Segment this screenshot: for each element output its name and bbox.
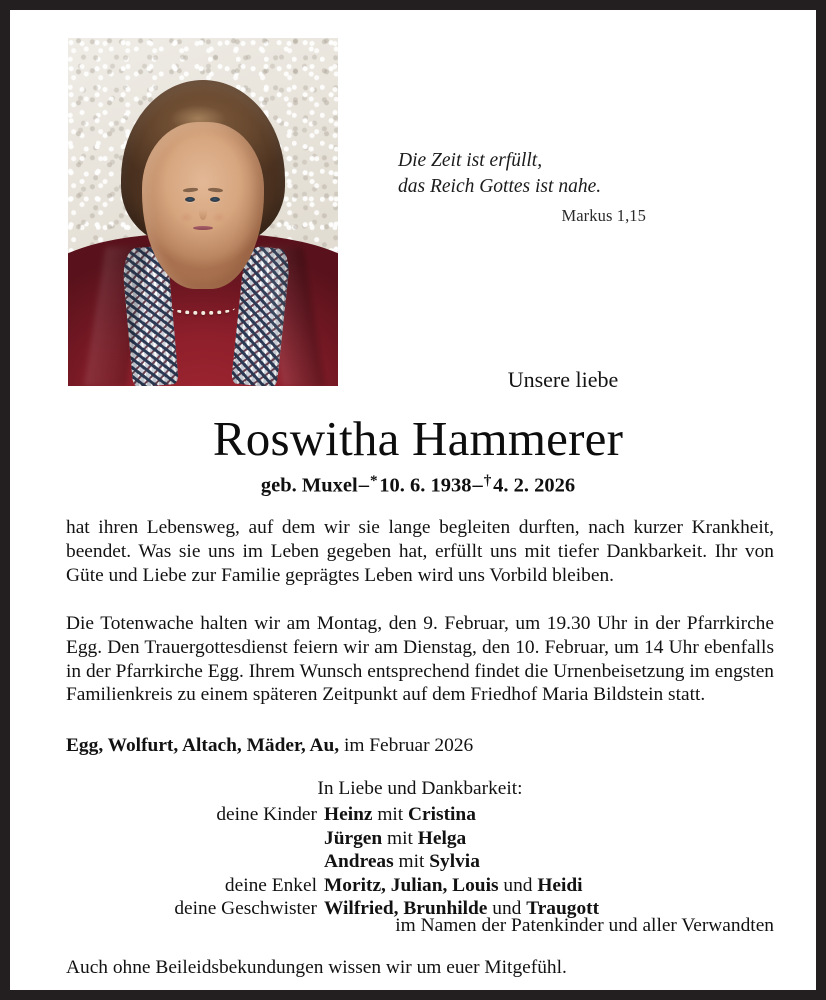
dash-birth: – <box>358 474 369 497</box>
intro-line: Unsere liebe <box>507 367 619 392</box>
death-symbol: † <box>483 472 492 489</box>
deceased-name: Roswitha Hammerer <box>212 411 624 466</box>
survivor-row <box>66 850 774 874</box>
survivor-names: Andreas mit Sylvia <box>324 851 480 873</box>
photo-eyebrow-left <box>183 188 198 193</box>
dash-death: – <box>472 474 483 497</box>
photo-nose <box>199 203 208 220</box>
epigraph <box>398 148 728 200</box>
survivors-list <box>66 803 774 921</box>
patrons-line: im Namen der Patenkinder und aller Verwandten <box>395 915 774 936</box>
portrait-photo <box>68 38 338 386</box>
obituary-sheet <box>10 10 816 990</box>
survivor-names: Jürgen mit Helga <box>324 827 467 849</box>
survivor-row <box>66 874 774 898</box>
birth-symbol: * <box>369 472 378 489</box>
paragraph-life: hat ihren Lebensweg, auf dem wir sie lange begleiten durften, nach kurzer Krankheit, beendet. Was sie uns im Leben gegeben hat, erfüllt uns mit tiefer Dankbarkeit. Ihr von Güte und Liebe zur Familie geprägtes Leben wird uns Vorbild bleiben. <box>66 517 774 586</box>
epigraph-line-1: Die Zeit ist erfüllt, <box>398 150 543 171</box>
survivor-relation-label <box>66 850 324 874</box>
photo-eye-right <box>210 197 220 202</box>
death-date: 4. 2. 2026 <box>493 474 576 497</box>
photo-mouth <box>193 226 212 230</box>
birth-date: 10. 6. 1938 <box>379 474 472 497</box>
survivor-relation-label <box>66 827 324 851</box>
epigraph-line-2: das Reich Gottes ist nahe. <box>398 176 602 197</box>
survivor-names: Heinz mit Cristina <box>324 804 476 825</box>
places-and-date <box>66 735 774 757</box>
birth-death-line <box>68 472 768 497</box>
gratitude-line: In Liebe und Dankbarkeit: <box>317 778 523 799</box>
photo-pearl-necklace <box>171 301 236 315</box>
survivor-relation-label: deine Kinder <box>216 804 317 825</box>
notice-month: im Februar 2026 <box>339 735 474 756</box>
survivor-row <box>66 803 774 827</box>
survivor-names: Wilfried, Brunhilde und Traugott <box>324 898 600 920</box>
photo-cheek-right <box>212 212 227 224</box>
maiden-name: geb. Muxel <box>260 474 358 497</box>
photo-cheek-left <box>179 212 194 224</box>
survivor-names: Moritz, Julian, Louis und Heidi <box>324 874 583 896</box>
photo-face <box>142 122 264 289</box>
epigraph-source: Markus 1,15 <box>561 206 646 225</box>
survivor-relation-label: deine Geschwister <box>174 898 317 920</box>
places-list: Egg, Wolfurt, Altach, Mäder, Au, <box>66 735 340 756</box>
paragraph-rites: Die Totenwache halten wir am Montag, den 9. Februar, um 19.30 Uhr in der Pfarrkirche Egg. Den Trauergottesdienst feiern wir am Dienstag, den 10. Februar, um 14 Uhr ebenfalls in der Pfarrkirche Egg. Ihrem Wunsch entsprechend findet die Urnenbeisetzung im engsten Familienkreis zu einem späteren Zeitpunkt auf dem Friedhof Maria Bildstein statt. <box>66 613 774 706</box>
survivor-row <box>66 827 774 851</box>
closing-line: Auch ohne Beileidsbekundungen wissen wir um euer Mitgefühl. <box>66 957 567 978</box>
survivor-relation-label: deine Enkel <box>224 874 317 896</box>
photo-eye-left <box>185 197 195 202</box>
photo-eyebrow-right <box>208 188 223 193</box>
